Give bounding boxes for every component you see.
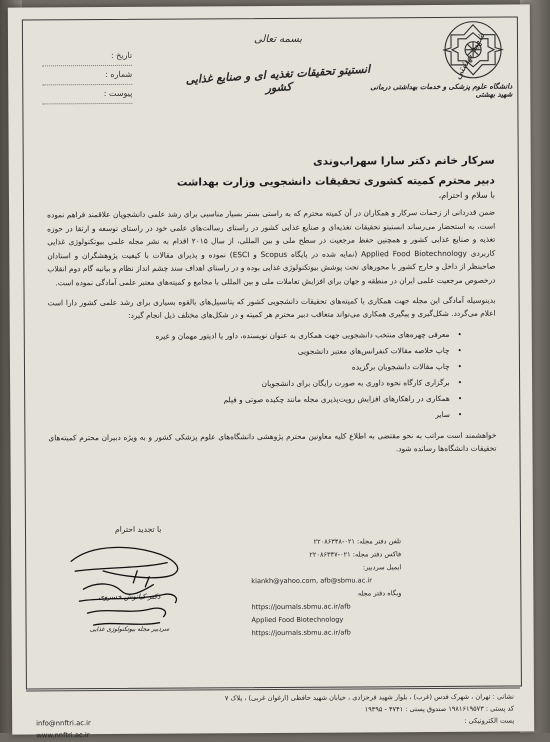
list-item: • برگزاری کارگاه نحوه داوری به صورت رایگان برای دانشجویان — [48, 375, 462, 394]
journal-name: Applied Food Biotechnology — [251, 615, 344, 625]
paragraph-3: خواهشمند است مراتب به نحو مقتضی به اطلاع کلیه معاونین محترم پژوهشی دانشگاه‌های علوم پزشکی کشور و به ویژه دبیران محترم کمیته‌های تحقیقات دانشگاه‌ها رسانده شود. — [48, 430, 497, 454]
list-item: • چاپ خلاصه مقالات کنفرانس‌های معتبر دانشجویی — [48, 343, 462, 362]
closing-text: با تجدید احترام — [114, 524, 162, 534]
signature-stamp — [63, 540, 194, 639]
cooperation-list — [48, 326, 497, 425]
paragraph-1: ضمن قدردانی از زحمات سرکار و همکاران در آن کمیته محترم که به راستی بستر بسیار مناسبی برای رشد علمی دانشجویان علاقمند فراهم نموده است، به استحضار می‌رساند انستیتو تحقیقات تغذیه‌ای و صنایع غذایی کشور در راستای رسالت‌های علمی خود در راستای توسعه و ارتقا در حوزه تغذیه و صنایع غذایی کشور و همچنین حفظ مرجعیت در سطح ملی و بین المللی، از سال ۲۰۱۵ اقدام به نشر مجله علمی بیوتکنولوژی غذایی کاربردی Applied Food Biotechnology (نمایه شده در پایگاه Scopus و ESCI) نموده و پذیرای مقالات با کیفیت پژوهشگران و استادان صاحبنظر از داخل و خارج کشور با محورهای تحت پوشش بیوتکنولوژی غذایی بوده و در راستای اهداف سند چشم انداز نظام و بیانیه گام دوم انقلاب درخصوص مرجعیت علمی ایران در منطقه و جهان برای افزایش تعاملات ملی و بین المللی با مجامع و کمیته‌های معتبر علمی آمادگی نموده است. — [47, 207, 496, 288]
footer-postal: کد پستی : ۱۹۸۱۶۱۹۵۷۳ صندوق پستی : ۴۷۴۱ - ۱۹۳۹۵ — [364, 704, 515, 714]
journal-phone: تلفن دفتر مجله: ۰۲۱-۲۲۰۸۶۳۴۸ — [313, 537, 402, 546]
editor-email-label: ایمیل سردبیر: — [362, 563, 402, 572]
editor-email[interactable]: kiankh@yahoo.com, afb@sbmu.ac.ir — [251, 576, 372, 586]
website-link[interactable]: https://journals.sbmu.ac.ir/afb — [251, 602, 351, 612]
university-name: دانشگاه علوم پزشکی و خدمات بهداشتی درمانی شهید بهشتی — [370, 82, 513, 99]
signature-name: دکتر کیانوش خسروی — [98, 592, 161, 602]
letter-meta-fields — [42, 51, 132, 109]
website-label: وبگاه دفتر مجله — [357, 589, 402, 598]
letter-sheet — [8, 4, 534, 740]
attachment-field: پیوست : — [42, 89, 132, 105]
journal-contact-block — [251, 535, 402, 640]
footer-address: نشانی : تهران ، شهرک قدس (غرب) ، بلوار شهید فرحزادی ، خیابان شهید حافظی (ارغوان غربی) ، پلاک ۷ — [224, 692, 515, 703]
logo-text: شهید بهشتی — [452, 30, 488, 82]
list-item: • معرفی چهره‌های منتخب دانشجویی جهت همکاری به عنوان نویسنده، داور یا ادیتور مهمان و غیره — [48, 327, 462, 346]
paragraph-2: بدینوسیله آمادگی این مجله جهت همکاری با کمیته‌های تحقیقات دانشجویی کشور که پتانسیل‌های بالقوه بسیاری برای رشد علمی کشور دارا است اعلام می‌گردد. شکل‌گیری و پیگیری همکاری می‌تواند متعاقب دبیر محترم هر کمیته و در شکل‌های مختلف ذیل انجام گیرد: — [47, 295, 496, 321]
list-item: • همکاری در راهکارهای افزایش رویت‌پذیری مجله مانند چکیده صوتی و فیلم — [48, 391, 462, 410]
recipient-name: سرکار خانم دکتر سارا سهراب‌وندی — [313, 154, 495, 168]
number-field: شماره : — [42, 70, 132, 86]
letter-body — [47, 155, 497, 465]
institute-name: انستیتو تحقیقات تغذیه ای و صنایع غذایی کشور — [185, 62, 371, 95]
greeting: با سلام و احترام، — [438, 190, 495, 200]
signature-title: سردبیر مجله بیوتکنولوژی غذایی — [89, 625, 170, 634]
journal-url[interactable]: https://journals.sbmu.ac.ir/afb — [251, 628, 351, 638]
bismillah-heading: بسمه تعالی — [253, 33, 303, 46]
footer — [36, 691, 514, 742]
footer-website[interactable]: www.nnftri.ac.ir — [36, 731, 90, 740]
date-field: تاریخ : — [42, 51, 132, 67]
journal-fax: فاکس دفتر مجله: ۰۲۱-۲۲۰۸۶۳۴۷ — [309, 550, 402, 559]
footer-email[interactable]: info@nnftri.ac.ir — [36, 719, 91, 728]
footer-email-label: پست الکترونیکی : — [464, 716, 515, 725]
list-item: • سایر — [48, 407, 462, 426]
list-item: • چاپ مقالات دانشجویان برگزیده — [48, 359, 462, 378]
recipient-title: دبیر محترم کمیته کشوری تحقیقات دانشجویی وزارت بهداشت — [176, 174, 495, 189]
